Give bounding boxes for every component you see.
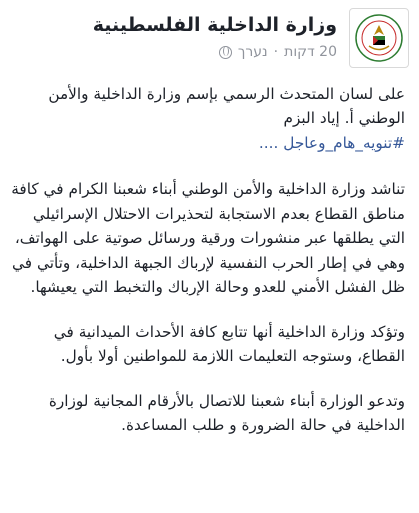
- paragraph: وتؤكد وزارة الداخلية أنها تتابع كافة الأحداث الميدانية في القطاع، وستوجه التعليمات اللازمة للمواطنين أولا بأول.: [53, 322, 405, 366]
- hashtag-link[interactable]: #تنويه_هام_وعاجل ....: [258, 133, 405, 152]
- edited-label[interactable]: נערך: [237, 44, 268, 60]
- paragraph: تناشد وزارة الداخلية والأمن الوطني أبناء شعبنا الكرام في كافة مناطق القطاع بعدم الاستجابة لتحذيرات الاحتلال الإسرائيلي التي يطلقها عبر منشورات ورقية ورسائل صوتية على الهواتف، وهي في إطار الحرب النفسية لإرباك الجبهة الداخلية، وتأتي في ظل الفشل الأمني للعدو وحالة الإرباك والتخبط التي يعيشها.: [11, 180, 405, 297]
- post-header: [10, 8, 409, 68]
- intro-line: على لسان المتحدث الرسمي بإسم وزارة الداخلية والأمن: [48, 85, 405, 103]
- globe-icon: [219, 46, 232, 59]
- post-meta: [219, 44, 337, 60]
- paragraph: وتدعو الوزارة أبناء شعبنا للاتصال بالأرقام المجانية لوزارة الداخلية في حالة الضرورة و طلب المساعدة.: [48, 391, 405, 435]
- post-body: [10, 82, 405, 438]
- page-name[interactable]: وزارة الداخلية الفلسطينية: [92, 14, 337, 36]
- intro-line: الوطني أ. إياد البزم: [283, 109, 405, 128]
- page-avatar[interactable]: [349, 8, 409, 68]
- ministry-emblem-icon: [354, 13, 404, 63]
- post-time[interactable]: 20 דקות: [284, 44, 337, 60]
- meta-separator: ·: [273, 44, 279, 60]
